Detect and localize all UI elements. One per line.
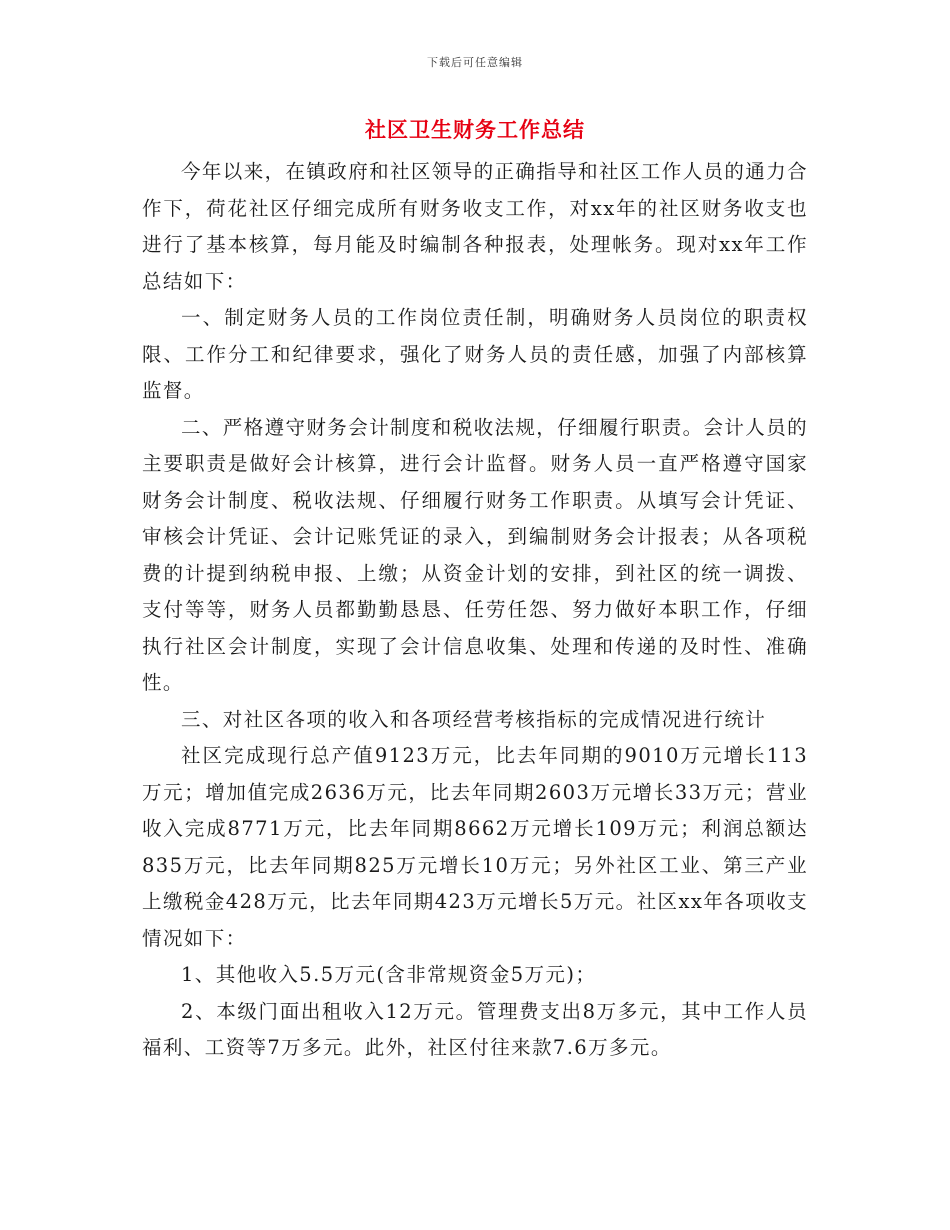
paragraph-section-3-heading: 三、对社区各项的收入和各项经营考核指标的完成情况进行统计 [181,707,767,731]
paragraph-item-1: 1、其他收入5.5万元(含非常规资金5万元)； [181,963,597,986]
paragraph-intro: 今年以来，在镇政府和社区领导的正确指导和社区工作人员的通力合作下，荷花社区仔细完成所有财务收支工作，对xx年的社区财务收支也进行了基本核算，每月能及时编制各种报表，处理帐务。现对xx年工作总结如下： [142,160,809,293]
header-note: 下载后可任意编辑 [427,56,523,69]
paragraph-item-2: 2、本级门面出租收入12万元。管理费支出8万多元，其中工作人员福利、工资等7万多元。此外，社区付往来款7.6万多元。 [142,999,808,1059]
paragraph-statistics: 社区完成现行总产值9123万元，比去年同期的9010万元增长113万元；增加值完成2636万元，比去年同期2603万元增长33万元；营业收入完成8771万元，比去年同期8662万元增长109万元；利润总额达835万元，比去年同期825万元增长10万元；另外社区工业、第三产业上缴税金428万元，比去年同期423万元增长5万元。社区xx年各项收支情况如下： [142,744,808,950]
document-title: 社区卫生财务工作总结 [365,117,585,142]
document-body [142,154,808,1067]
paragraph-section-2: 二、严格遵守财务会计制度和税收法规，仔细履行职责。会计人员的主要职责是做好会计核算，进行会计监督。财务人员一直严格遵守国家财务会计制度、税收法规、仔细履行财务工作职责。从填写会计凭证、审核会计凭证、会计记账凭证的录入，到编制财务会计报表；从各项税费的计提到纳税申报、上缴；从资金计划的安排，到社区的统一调拨、支付等等，财务人员都勤勤恳恳、任劳任怨、努力做好本职工作，仔细执行社区会计制度，实现了会计信息收集、处理和传递的及时性、准确性。 [142,415,809,694]
paragraph-section-1: 一、制定财务人员的工作岗位责任制，明确财务人员岗位的职责权限、工作分工和纪律要求，强化了财务人员的责任感，加强了内部核算监督。 [142,306,808,402]
